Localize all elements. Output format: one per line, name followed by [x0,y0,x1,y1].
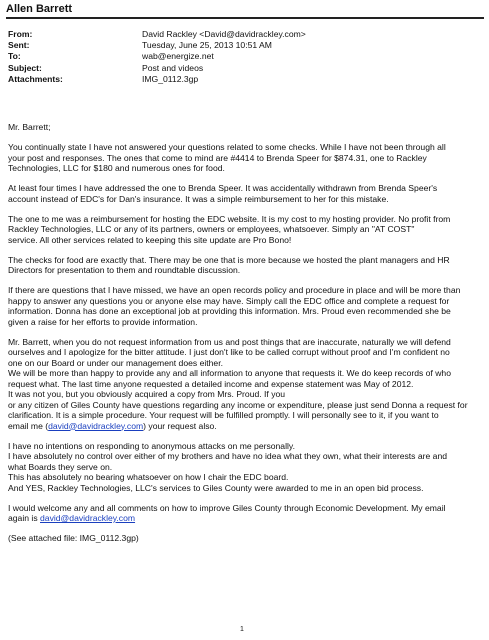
attachments-row [8,74,478,85]
paragraph-food-checks: The checks for food are exactly that. There may be one that is more because we hosted the plant managers and HR Directors for presentation to them and roundtable discussion. [8,254,450,275]
header-divider [6,17,484,19]
attachments-label: Attachments: [8,73,63,84]
paragraph-brenda-speer: At least four times I have addressed the one to Brenda Speer. It was accidentally withdrawn from Brenda Speer's account instead of EDC's for Dan's insurance. It was a simple reimbursement to her for this mistake. [8,183,438,204]
from-value: David Rackley <David@davidrackley.com> [142,29,306,39]
from-row [8,29,478,40]
sent-value: Tuesday, June 25, 2013 10:51 AM [142,40,272,51]
paragraph-checks: You continually state I have not answered your questions related to some checks. While I have not been through all your post and responses. The ones that come to mind are #4414 to Brenda Speer for $874.31, one to Rackley Technologies, LLC for $180 and numerous ones for food. [8,142,446,173]
mailbox-owner-name: Allen Barrett [6,3,73,15]
sent-row [8,40,478,51]
paragraph-requests: Mr. Barrett, when you do not request information from us and post things that are inaccurate, naturally we will defend ourselves and I apologize for the bitter attitude. I just don't like to be called corrupt without proof and I'm confident no one on our Board or under our management does either. We will be more than happy to provide any and all information to anyone that requests it. We do keep records of who request what. The last time anyone requested a detailed income and expense statement was May of 2012. It was not you, but you obviously acquired a copy from Mrs. Proud. If you or any citizen of Giles County have questions regarding any income or expenditure, please just send Donna a request for clarification. It is a simple procedure. Your request will be fulfilled promptly. I will personally see to it, if you want to email me (david@davidrackley.com) your request also. [8,336,468,431]
to-label: To: [8,51,21,62]
email-link-closing[interactable]: david@davidrackley.com [40,513,136,523]
to-row [8,51,478,62]
from-label: From: [8,29,33,39]
email-body [8,122,476,553]
attachments-value: IMG_0112.3gp [142,73,199,84]
paragraph-website-hosting: The one to me was a reimbursement for hosting the EDC website. It is my cost to my hosting provider. No profit from Rackley Technologies, LLC or any of its partners, owners or employees, whatsoever. Simply an "AT COST" service. All other services related to keeping this site update are Pro Bono! [8,213,451,245]
paragraph-closing: I would welcome any and all comments on how to improve Giles County through Economic Development. My email again is david@davidrackley.com [8,502,446,523]
paragraph-open-records: If there are questions that I have missed, we have an open records policy and procedure in place and will be more than happy to answer any questions you or anyone else may have. Simply call the EDC office and complete a request for information. Donna has done an exceptional job at providing this information. Mrs. Proud even recommended she be given a raise for her efforts to provide information. [8,285,461,327]
email-header [8,29,478,85]
page-number: 1 [240,626,244,633]
sent-label: Sent: [8,40,30,51]
subject-value: Post and videos [142,62,204,73]
attached-file-note: (See attached file: IMG_0112.3gp) [8,533,139,543]
subject-label: Subject: [8,62,42,73]
greeting: Mr. Barrett; [8,122,51,132]
paragraph-anonymous-attacks: I have no intentions on responding to anonymous attacks on me personally. I have absolutely no control over either of my brothers and have no idea what they own, what their interests are and what Boards they serve on. This has absolutely no bearing whatsoever on how I chair the EDC board. And YES, Rackley Technologies, LLC's services to Giles County were awarded to me in an open bid process. [8,440,448,493]
email-link[interactable]: david@davidrackley.com [48,420,144,431]
to-value: wab@energize.net [142,51,214,62]
subject-row [8,63,478,74]
